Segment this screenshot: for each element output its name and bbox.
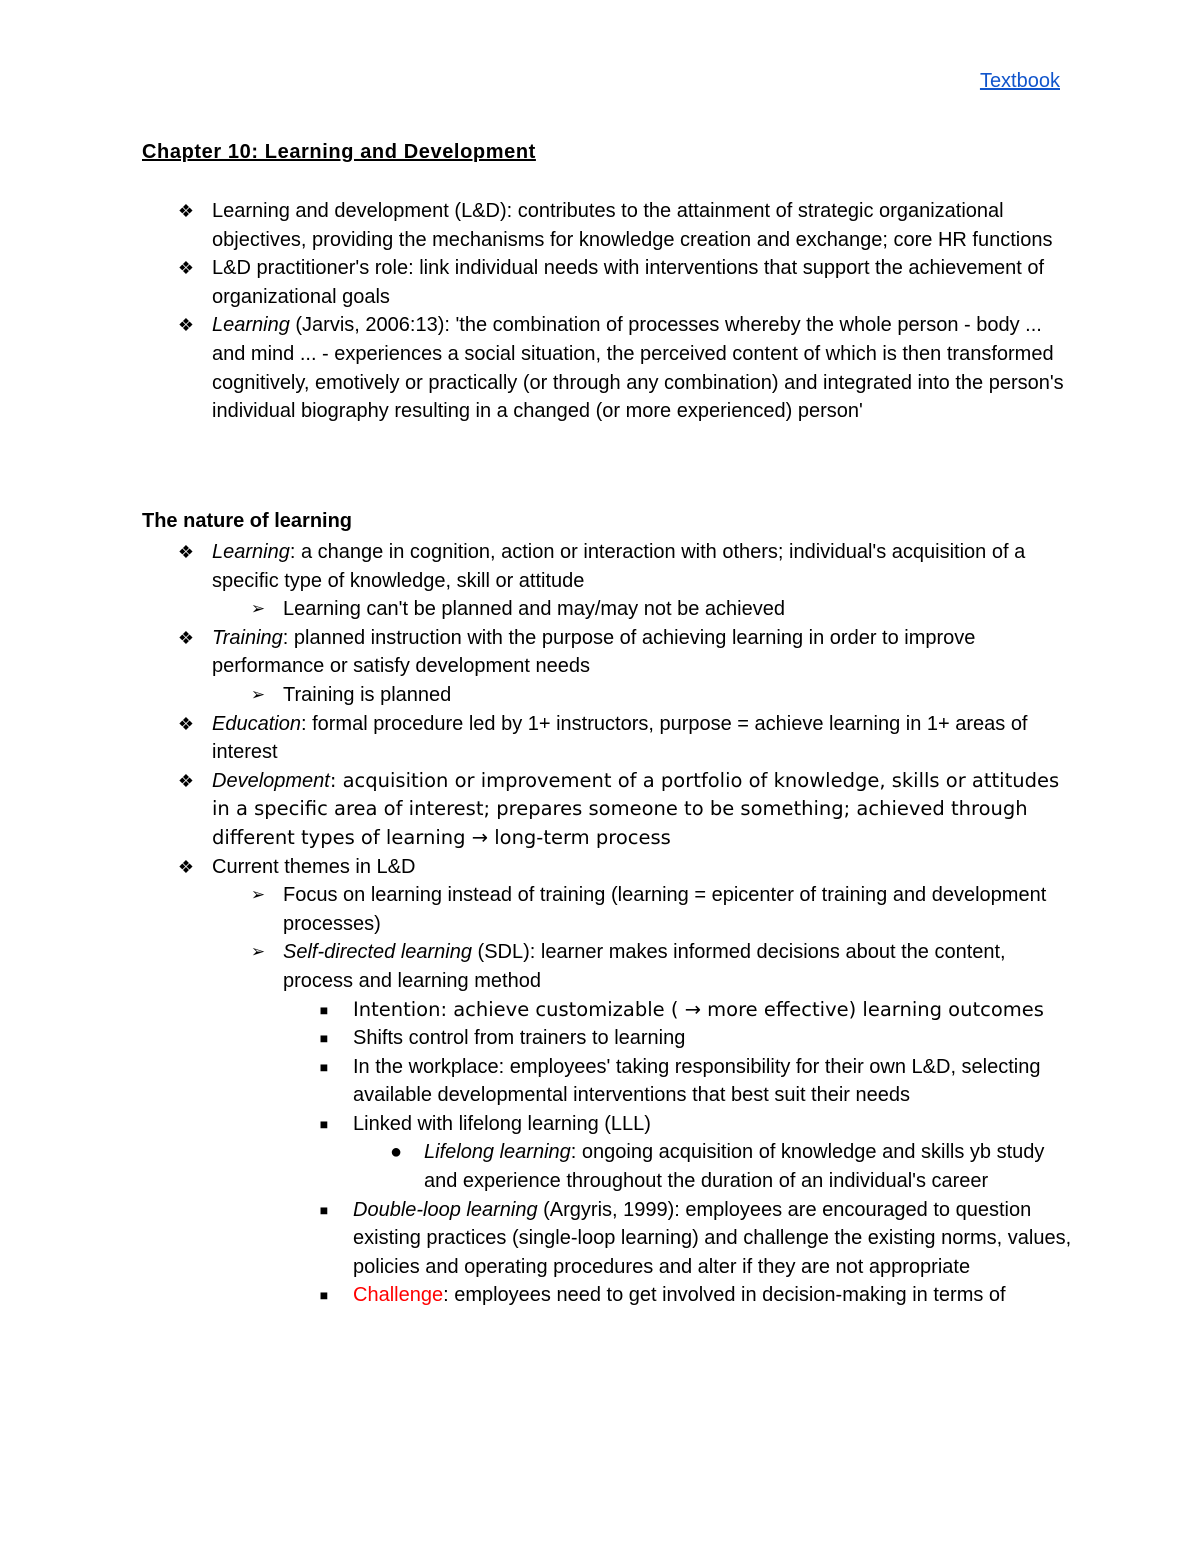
list-item (0, 1196, 1073, 1282)
arrow-bullet-icon: ➢ (250, 885, 266, 905)
item-term: Development (212, 769, 330, 792)
item-text: Focus on learning instead of training (learning = epicenter of training and development processes) (283, 884, 1047, 935)
item-text: Intention: achieve customizable ( → more effective) learning outcomes (353, 997, 1044, 1021)
list-item (0, 595, 1073, 624)
list-item (0, 1281, 1073, 1310)
list-item (0, 767, 1072, 853)
item-term: Training (212, 626, 283, 649)
item-text: : a change in cognition, action or interaction with others; individual's acquisition of a specific type of knowledge, skill or attitude (212, 541, 1026, 592)
item-term: Learning (212, 541, 290, 563)
item-text: : ongoing acquisition of knowledge and skills yb study and experience throughout the duration of an individual's career (424, 1141, 1045, 1193)
item-term: Learning (212, 314, 290, 337)
square-bullet-icon: ■ (319, 1201, 329, 1218)
list-item (0, 881, 1073, 938)
diamond-bullet-icon: ❖ (177, 627, 195, 648)
list-item (0, 1053, 1073, 1110)
item-text: Shifts control from trainers to learning (353, 1027, 686, 1050)
arrow-bullet-icon: ➢ (250, 942, 266, 962)
list-item (0, 311, 1072, 425)
item-text: Learning and development (L&D): contributes to the attainment of strategic organizational objectives, providing the mechanisms for knowledge creation and exchange; core HR functions (212, 200, 1053, 251)
item-text: Training is planned (283, 683, 452, 706)
item-text: Linked with lifelong learning (LLL) (353, 1112, 651, 1135)
item-text: Learning can't be planned and may/may not be achieved (283, 598, 785, 621)
item-text: : employees need to get involved in decision-making in terms of (443, 1284, 1006, 1307)
list-item (0, 996, 1073, 1025)
item-term: Self-directed learning (283, 941, 472, 964)
square-bullet-icon: ■ (319, 1030, 329, 1047)
diamond-bullet-icon: ❖ (177, 770, 195, 791)
item-term-highlight: Challenge (353, 1284, 444, 1307)
item-text: Current themes in L&D (212, 855, 416, 878)
diamond-bullet-icon: ❖ (177, 201, 195, 221)
item-text: (SDL): learner makes informed decisions about the content, process and learning method (283, 941, 1006, 992)
item-text: (Jarvis, 2006:13): 'the combination of processes whereby the whole person - body ... and mind ... - experiences a social situation, the perceived content of which is then transformed cognitively, emotively or practically (or through any combination) and integrated into the person's individual biography resulting in a changed (or more experienced) person' (212, 314, 1064, 423)
textbook-link[interactable]: Textbook (979, 70, 1060, 92)
section-title: The nature of learning (142, 510, 353, 532)
list-item (0, 938, 1073, 995)
intro-list (0, 197, 1072, 426)
square-bullet-icon: ■ (319, 1115, 329, 1132)
item-term: Lifelong learning (424, 1141, 571, 1164)
diamond-bullet-icon: ❖ (177, 713, 195, 734)
arrow-bullet-icon: ➢ (250, 599, 266, 619)
list-item (0, 254, 1072, 311)
list-item (0, 1024, 1073, 1053)
item-text: L&D practitioner's role: link individual needs with interventions that support the achievement of organizational goals (212, 257, 1045, 308)
diamond-bullet-icon: ❖ (177, 258, 195, 279)
square-bullet-icon: ■ (319, 1001, 329, 1018)
item-text: : acquisition or improvement of a portfolio of knowledge, skills or attitudes in a specific area of interest; prepares someone to be something; achieved through different types of learning → long-term process (212, 768, 1060, 849)
chapter-title: Chapter 10: Learning and Development (142, 141, 536, 163)
dot-bullet-icon: ● (389, 1141, 403, 1164)
square-bullet-icon: ■ (319, 1287, 329, 1304)
item-text: : planned instruction with the purpose of achieving learning in order to improve performance or satisfy development needs (212, 626, 976, 678)
item-term: Double-loop learning (353, 1198, 538, 1221)
item-text: (Argyris, 1999): employees are encouraged to question existing practices (single-loop learning) and challenge the existing norms, values, policies and operating procedures and alter if they are not appropriate (353, 1198, 1072, 1278)
list-item (0, 681, 1073, 710)
list-item (0, 197, 1072, 254)
diamond-bullet-icon: ❖ (177, 315, 195, 336)
diamond-bullet-icon: ❖ (177, 542, 195, 562)
list-item (0, 624, 1072, 681)
list-item (0, 538, 1072, 595)
item-term: Education (212, 712, 301, 735)
list-item (0, 710, 1072, 767)
square-bullet-icon: ■ (319, 1058, 329, 1075)
list-item (0, 1110, 1073, 1139)
arrow-bullet-icon: ➢ (250, 684, 266, 704)
list-item (0, 853, 1072, 882)
item-text: : formal procedure led by 1+ instructors, purpose = achieve learning in 1+ areas of interest (212, 712, 1028, 764)
list-item (0, 1138, 1074, 1195)
nature-of-learning-list (0, 538, 1074, 1310)
diamond-bullet-icon: ❖ (177, 856, 195, 877)
item-text: In the workplace: employees' taking responsibility for their own L&D, selecting available developmental interventions that best suit their needs (353, 1055, 1041, 1107)
